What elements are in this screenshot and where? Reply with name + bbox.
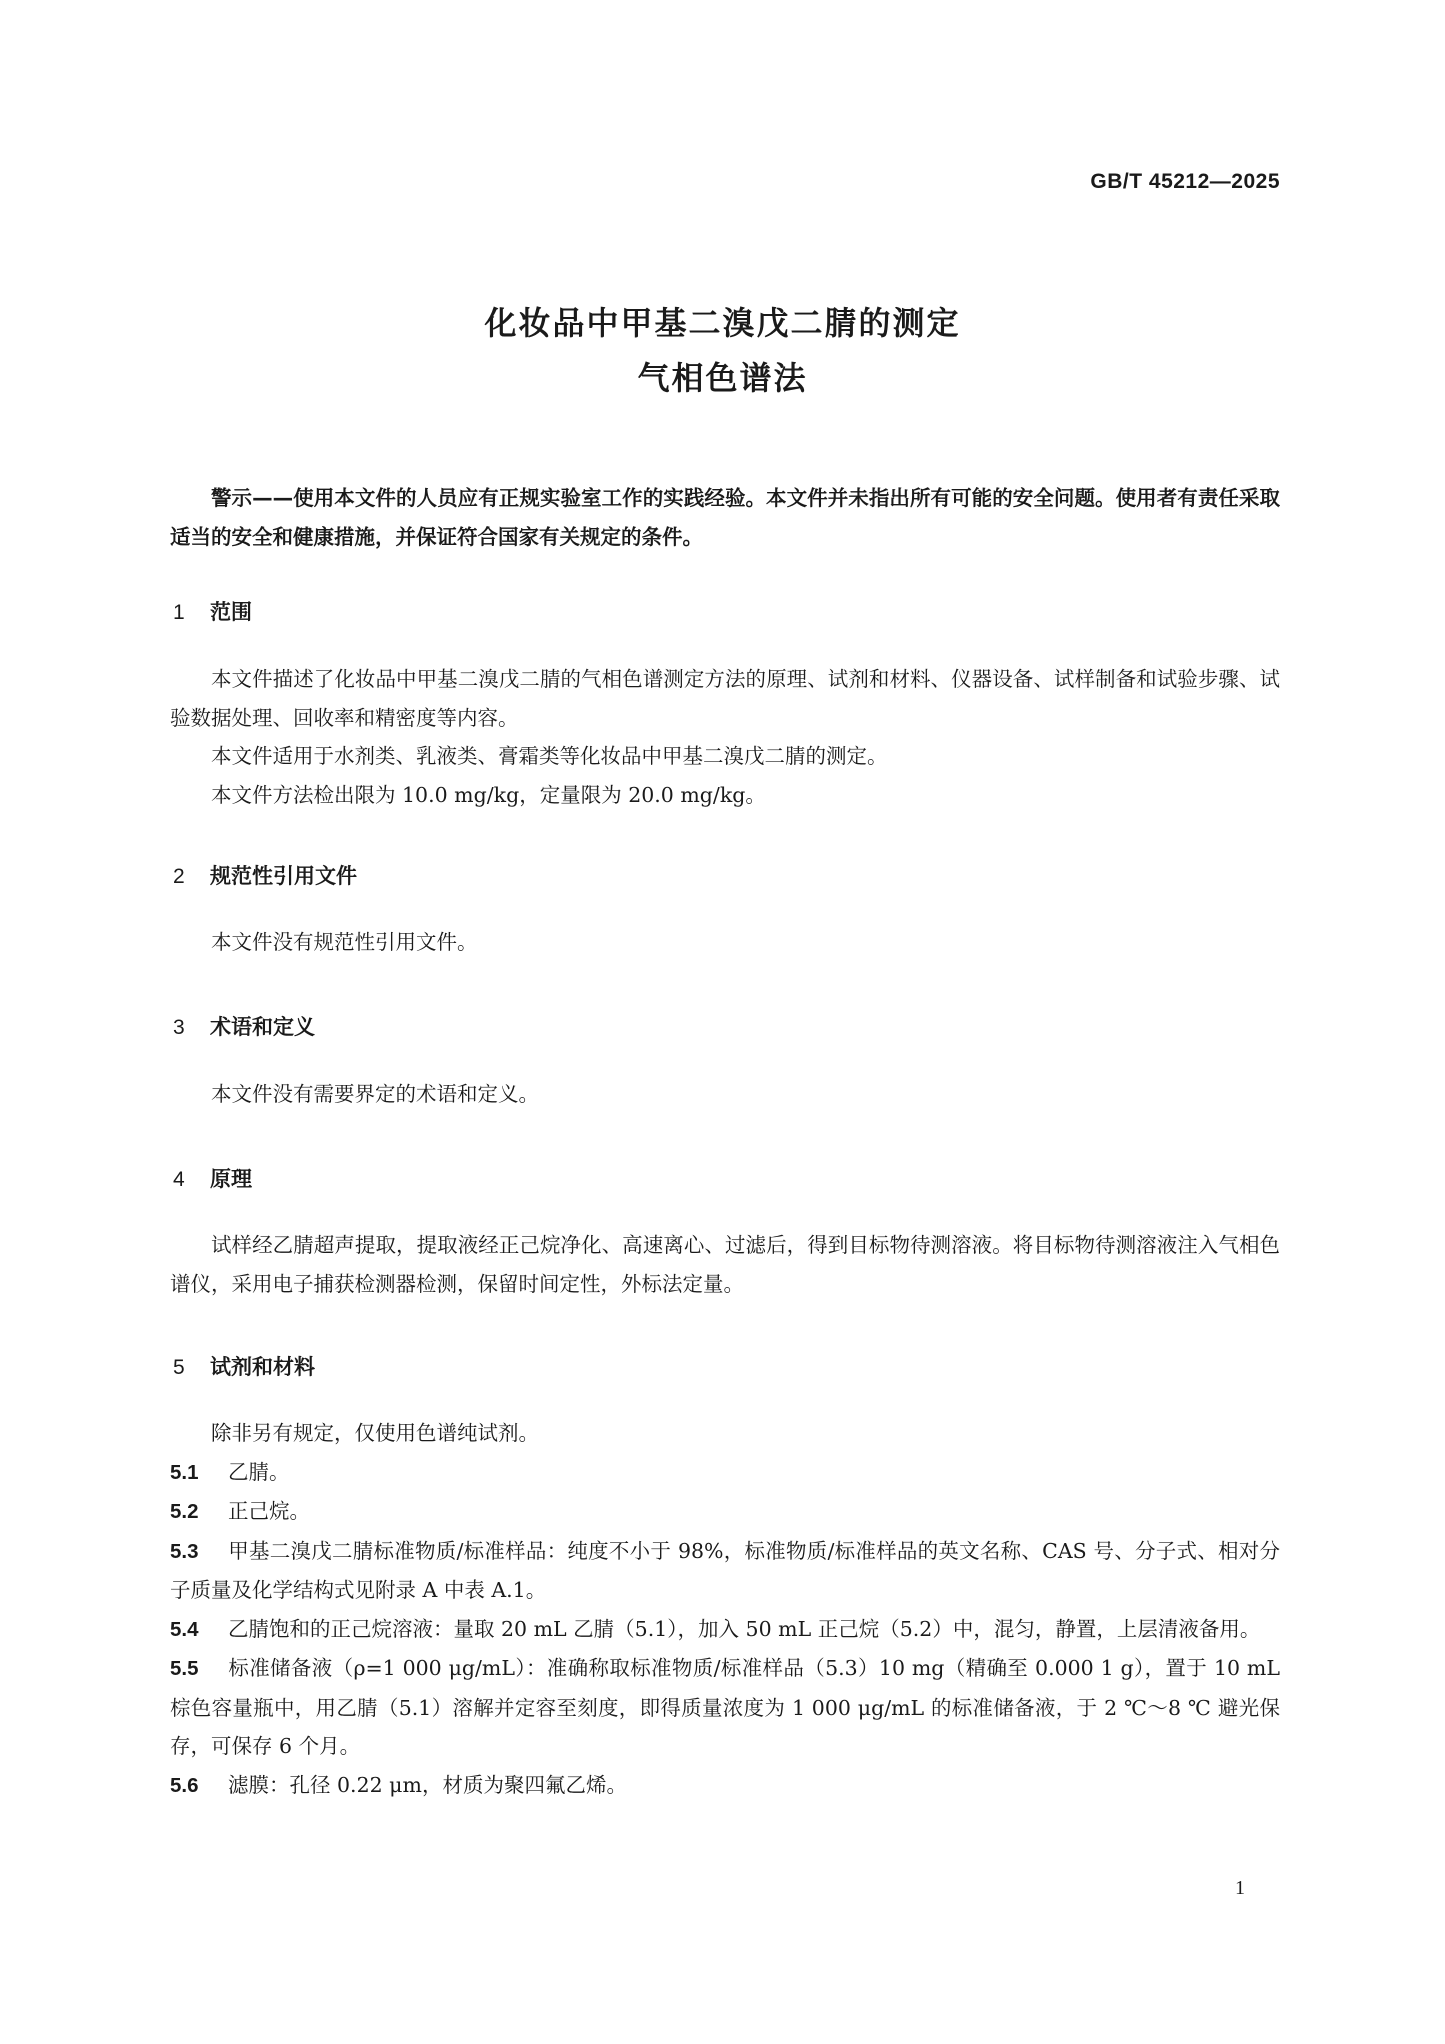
paragraph: 本文件没有规范性引用文件。: [211, 930, 478, 954]
list-item: [170, 1532, 1280, 1610]
section-body-1: [170, 660, 1280, 814]
section-heading-1: [173, 596, 252, 626]
section-body-5: [170, 1414, 1280, 1805]
section-heading-3: [173, 1011, 315, 1041]
section-number: 2: [173, 865, 185, 888]
item-number: 5.6: [170, 1773, 199, 1797]
paragraph: 本文件描述了化妆品中甲基二溴戊二腈的气相色谱测定方法的原理、试剂和材料、仪器设备、试样制备和试验步骤、试验数据处理、回收率和精密度等内容。: [170, 667, 1280, 730]
item-text: 甲基二溴戊二腈标准物质/标准样品：纯度不小于 98%，标准物质/标准样品的英文名称、CAS 号、分子式、相对分子质量及化学结构式见附录 A 中表 A.1。: [170, 1538, 1280, 1602]
list-item: [170, 1453, 1280, 1493]
warning-block: [170, 479, 1280, 556]
section-number: 4: [173, 1168, 185, 1191]
section-number: 3: [173, 1016, 185, 1039]
section-heading-5: [173, 1351, 315, 1381]
item-text: 乙腈饱和的正己烷溶液：量取 20 mL 乙腈（5.1），加入 50 mL 正己烷（5.2）中，混匀，静置，上层清液备用。: [228, 1616, 1261, 1641]
section-heading-4: [173, 1163, 252, 1193]
warning-text: 警示——使用本文件的人员应有正规实验室工作的实践经验。本文件并未指出所有可能的安全问题。使用者有责任采取适当的安全和健康措施，并保证符合国家有关规定的条件。: [170, 486, 1280, 549]
item-number: 5.1: [170, 1460, 199, 1484]
section-title: 试剂和材料: [210, 1355, 315, 1379]
item-text: 乙腈。: [228, 1459, 290, 1484]
list-item: [170, 1610, 1280, 1650]
paragraph: 本文件没有需要界定的术语和定义。: [211, 1082, 539, 1106]
paragraph: 本文件方法检出限为 10.0 mg/kg，定量限为 20.0 mg/kg。: [211, 782, 766, 807]
section-heading-2: [173, 860, 357, 890]
list-item: [170, 1649, 1280, 1766]
item-number: 5.2: [170, 1500, 199, 1523]
document-code: GB/T 45212—2025: [1090, 170, 1280, 193]
section-title: 规范性引用文件: [210, 864, 357, 888]
page-number: 1: [1235, 1877, 1245, 1899]
item-number: 5.4: [170, 1617, 199, 1641]
item-number: 5.5: [170, 1657, 199, 1680]
section-title: 原理: [210, 1167, 252, 1191]
item-text: 标准储备液（ρ=1 000 μg/mL）：准确称取标准物质/标准样品（5.3）10 mg（精确至 0.000 1 g），置于 10 mL 棕色容量瓶中，用乙腈（5.1）溶解并定容至刻度，即得质量浓度为 1 000 μg/mL 的标准储备液，于 2 ℃～8 ℃ 避光保存，可保存 6 个月。: [170, 1656, 1280, 1758]
section-title: 术语和定义: [210, 1015, 315, 1039]
item-text: 正己烷。: [228, 1499, 310, 1523]
list-item: [170, 1492, 1280, 1532]
document-subtitle: 气相色谱法: [637, 359, 808, 397]
document-title: 化妆品中甲基二溴戊二腈的测定: [484, 304, 961, 342]
section-title: 范围: [210, 600, 252, 624]
section-body-3: [170, 1075, 1280, 1114]
paragraph: 除非另有规定，仅使用色谱纯试剂。: [211, 1421, 539, 1445]
section-body-2: [170, 923, 1280, 962]
paragraph: 本文件适用于水剂类、乳液类、膏霜类等化妆品中甲基二溴戊二腈的测定。: [211, 744, 888, 768]
section-number: 1: [173, 601, 185, 624]
section-number: 5: [173, 1356, 185, 1379]
section-body-4: [170, 1226, 1280, 1303]
paragraph: 试样经乙腈超声提取，提取液经正己烷净化、高速离心、过滤后，得到目标物待测溶液。将目标物待测溶液注入气相色谱仪，采用电子捕获检测器检测，保留时间定性，外标法定量。: [170, 1233, 1280, 1296]
item-number: 5.3: [170, 1539, 199, 1563]
item-text: 滤膜：孔径 0.22 μm，材质为聚四氟乙烯。: [228, 1772, 627, 1797]
list-item: [170, 1766, 1280, 1806]
